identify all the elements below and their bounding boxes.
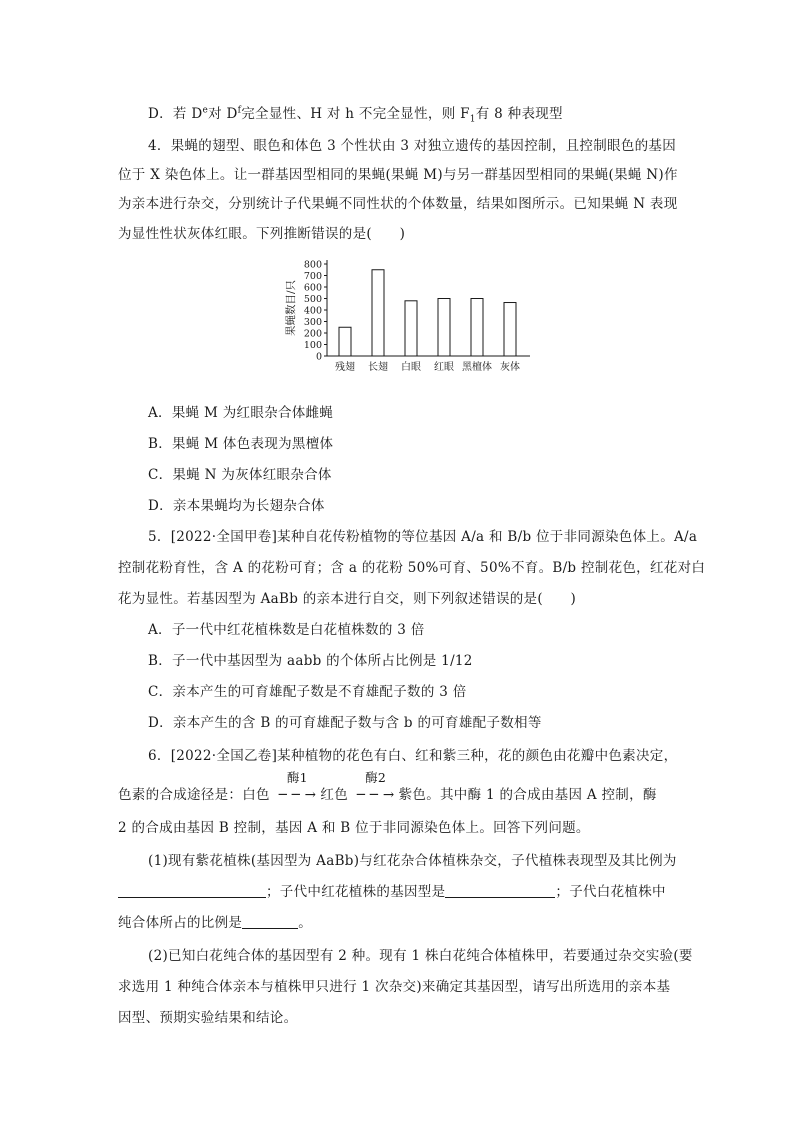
answer-blank-2[interactable]: [445, 883, 555, 898]
enzyme2-label: 酶2: [365, 770, 387, 785]
bar-series: [339, 270, 516, 356]
x-category-label: 残翅: [335, 362, 355, 373]
q6-stem-line-1: 6．[2022·全国乙卷]某种植物的花色有白、红和紫三种，花的颜色由花瓣中色素决定，: [148, 748, 678, 764]
x-category-label: 红眼: [434, 362, 454, 373]
q4-stem-line-2: 位于 X 染色体上。让一群基因型相同的果蝇(果蝇 M)与另一群基因型相同的果蝇(果蝇 N)作: [118, 167, 678, 183]
q4-option-c: C．果蝇 N 为灰体红眼杂合体: [148, 467, 332, 483]
q5-stem-line-1: 5．[2022·全国甲卷]某种自花传粉植物的等位基因 A/a 和 B/b 位于非同源染色体上。A/a: [148, 529, 698, 545]
q4-stem-line-3: 为亲本进行杂交，分别统计子代果蝇不同性状的个体数量，结果如图所示。已知果蝇 N 表现: [118, 196, 678, 212]
bar: [372, 270, 384, 356]
x-axis-labels: [335, 360, 520, 373]
bar: [471, 299, 483, 357]
bar: [339, 327, 351, 356]
q6-part2-line-2: 求选用 1 种纯合体亲本与植株甲只进行 1 次杂交)来确定其基因型，请写出所选用的亲本基: [118, 979, 671, 995]
q6-part1-line-1: (1)现有紫花植株(基因型为 AaBb)与红花杂合体植株杂交，子代植株表现型及其比例为: [148, 853, 677, 869]
bar-chart: [280, 254, 540, 374]
answer-blank-3[interactable]: [242, 914, 298, 929]
q4-stem-line-4: 为显性性状灰体红眼。下列推断错误的是( ): [118, 226, 406, 242]
bar: [405, 301, 417, 356]
x-category-label: 灰体: [500, 362, 520, 373]
q6-part2-line-3: 因型、预期实验结果和结论。: [118, 1010, 298, 1026]
x-category-label: 长翅: [368, 362, 388, 373]
y-tick-label: 100: [303, 340, 322, 351]
y-tick-label: 500: [303, 294, 322, 305]
q5-option-b: B．子一代中基因型为 aabb 的个体所占比例是 1/12: [148, 653, 473, 669]
q6-synthesis-pathway: 色素的合成途径是：白色 酶1 ─ ─ → 红色 酶2 ─ ─ → 紫色。其中酶 1 的合成由基因 A 控制，酶: [118, 770, 657, 803]
q5-option-a: A．子一代中红花植株数是白花植株数的 3 倍: [148, 622, 425, 638]
q5-stem-line-3: 花为显性。若基因型为 AaBb 的亲本进行自交，则下列叙述错误的是( ): [118, 591, 577, 607]
q3-option-d: D．若 De对 $D^f$完全显性、H 对 h 不完全显性，则 $F_1$有 8 种表现型: [148, 105, 563, 125]
enzyme1-label: 酶1: [286, 770, 308, 785]
y-axis-ticks: [304, 260, 327, 363]
x-category-label: 白眼: [401, 362, 421, 373]
y-tick-label: 600: [303, 282, 322, 294]
y-tick-label: 300: [303, 317, 322, 328]
q5-option-d: D．亲本产生的含 B 的可育雄配子数与含 b 的可育雄配子数相等: [148, 715, 542, 731]
q4-option-b: B．果蝇 M 体色表现为黑檀体: [148, 436, 334, 452]
y-tick-label: 700: [303, 271, 322, 282]
y-tick-label: 200: [303, 328, 322, 340]
q5-option-c: C．亲本产生的可育雄配子数是不育雄配子数的 3 倍: [148, 684, 467, 700]
x-category-label: 黑檀体: [462, 362, 492, 373]
y-axis-label: 果蝇数目/只: [285, 279, 297, 337]
q6-part1-line-3: 纯合体所占的比例是 。: [118, 915, 313, 931]
q4-option-a: A．果蝇 M 为红眼杂合体雌蝇: [148, 405, 334, 421]
y-tick-label: 0: [315, 351, 322, 363]
enzyme1-arrow: 酶1 ─ ─ →: [274, 785, 320, 805]
q4-stem-line-1: 4．果蝇的翅型、眼色和体色 3 个性状由 3 对独立遗传的基因控制，且控制眼色的基因: [148, 138, 677, 154]
q6-stem-line-3: 2 的合成由基因 B 控制，基因 A 和 B 位于非同源染色体上。回答下列问题。: [118, 820, 590, 836]
y-tick-label: 400: [303, 305, 322, 317]
enzyme2-arrow: 酶2 ─ ─ →: [353, 785, 399, 805]
bar: [504, 303, 516, 356]
q6-part2-line-1: (2)已知白花纯合体的基因型有 2 种。现有 1 株白花纯合体植株甲，若要通过杂交实验(要: [148, 948, 693, 964]
q5-stem-line-2: 控制花粉育性，含 A 的花粉可育；含 a 的花粉 50%可育、50%不育。B/b 控制花色，红花对白: [118, 560, 706, 576]
q6-part1-line-2: ；子代中红花植株的基因型是 ；子代白花植株中: [118, 882, 666, 902]
bar: [438, 299, 450, 357]
q4-option-d: D．亲本果蝇均为长翅杂合体: [148, 498, 325, 514]
answer-blank-1[interactable]: [118, 883, 266, 898]
y-tick-label: 800: [303, 259, 322, 271]
